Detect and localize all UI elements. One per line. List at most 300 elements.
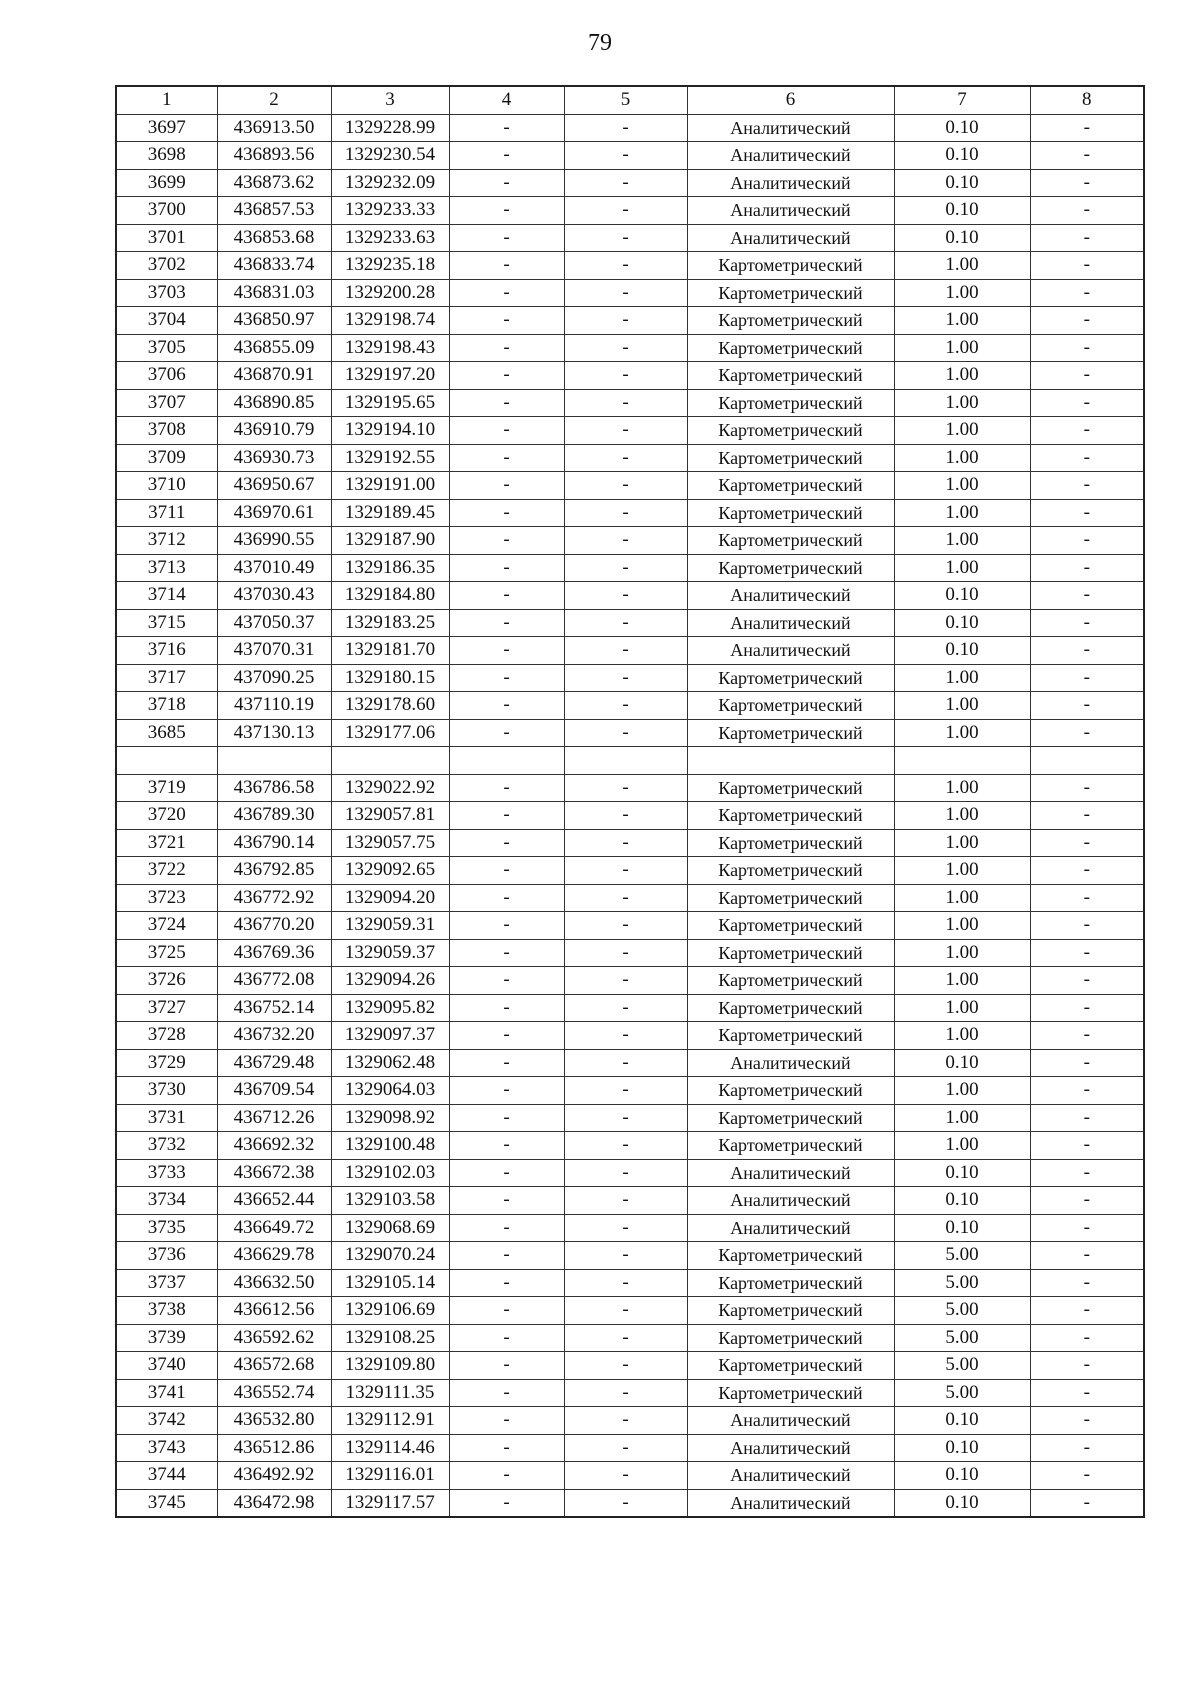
table-row [116, 1379, 1144, 1407]
table-row [116, 252, 1144, 280]
method-cell: Картометрический [687, 417, 894, 445]
accuracy-cell: 1.00 [894, 1022, 1030, 1050]
column-5-cell: - [564, 1132, 687, 1160]
method-cell: Картометрический [687, 1132, 894, 1160]
table-body [116, 114, 1144, 1517]
method-cell: Аналитический [687, 1049, 894, 1077]
method-cell: Аналитический [687, 1407, 894, 1435]
column-8-cell: - [1030, 692, 1144, 720]
accuracy-cell: 0.10 [894, 1187, 1030, 1215]
x-coordinate-cell: 436712.26 [217, 1104, 331, 1132]
point-number-cell: 3734 [116, 1187, 217, 1215]
y-coordinate-cell: 1329059.31 [331, 912, 449, 940]
column-8-cell: - [1030, 307, 1144, 335]
accuracy-cell: 1.00 [894, 334, 1030, 362]
method-cell: Аналитический [687, 1159, 894, 1187]
y-coordinate-cell: 1329100.48 [331, 1132, 449, 1160]
method-cell: Картометрический [687, 307, 894, 335]
column-5-cell: - [564, 939, 687, 967]
accuracy-cell: 1.00 [894, 912, 1030, 940]
column-8-cell: - [1030, 444, 1144, 472]
column-4-cell: - [449, 1077, 564, 1105]
column-5-cell: - [564, 1049, 687, 1077]
y-coordinate-cell: 1329116.01 [331, 1462, 449, 1490]
point-number-cell: 3745 [116, 1489, 217, 1517]
accuracy-cell: 0.10 [894, 114, 1030, 142]
table-row [116, 774, 1144, 802]
column-8-cell: - [1030, 169, 1144, 197]
x-coordinate-cell: 436649.72 [217, 1214, 331, 1242]
method-cell: Аналитический [687, 114, 894, 142]
column-4-cell: - [449, 1297, 564, 1325]
point-number-cell: 3736 [116, 1242, 217, 1270]
accuracy-cell: 1.00 [894, 362, 1030, 390]
column-8-cell: - [1030, 197, 1144, 225]
column-8-cell: - [1030, 857, 1144, 885]
table-row [116, 499, 1144, 527]
table-row [116, 994, 1144, 1022]
column-5-cell: - [564, 829, 687, 857]
column-4-cell: - [449, 197, 564, 225]
point-number-cell: 3719 [116, 774, 217, 802]
column-8-cell: - [1030, 582, 1144, 610]
method-cell: Картометрический [687, 444, 894, 472]
method-cell: Картометрический [687, 527, 894, 555]
y-coordinate-cell: 1329094.26 [331, 967, 449, 995]
y-coordinate-cell: 1329106.69 [331, 1297, 449, 1325]
method-cell: Аналитический [687, 609, 894, 637]
column-8-cell: - [1030, 1297, 1144, 1325]
column-5-cell: - [564, 1297, 687, 1325]
column-5-cell: - [564, 472, 687, 500]
x-coordinate-cell: 436572.68 [217, 1352, 331, 1380]
point-number-cell: 3707 [116, 389, 217, 417]
method-cell: Картометрический [687, 802, 894, 830]
column-5-cell: - [564, 719, 687, 747]
column-5-cell: - [564, 114, 687, 142]
column-4-cell: - [449, 279, 564, 307]
table-row [116, 1434, 1144, 1462]
y-coordinate-cell: 1329184.80 [331, 582, 449, 610]
column-8-cell: - [1030, 884, 1144, 912]
column-4-cell: - [449, 829, 564, 857]
column-4-cell: - [449, 1352, 564, 1380]
y-coordinate-cell: 1329177.06 [331, 719, 449, 747]
accuracy-cell: 1.00 [894, 499, 1030, 527]
column-5-cell: - [564, 857, 687, 885]
method-cell: Аналитический [687, 1434, 894, 1462]
column-5-cell: - [564, 1187, 687, 1215]
table-row [116, 444, 1144, 472]
x-coordinate-cell: 437070.31 [217, 637, 331, 665]
column-header-5: 5 [564, 86, 687, 114]
method-cell [687, 747, 894, 775]
x-coordinate-cell: 436592.62 [217, 1324, 331, 1352]
point-number-cell: 3702 [116, 252, 217, 280]
accuracy-cell: 1.00 [894, 939, 1030, 967]
column-header-1: 1 [116, 86, 217, 114]
y-coordinate-cell: 1329070.24 [331, 1242, 449, 1270]
table-row [116, 912, 1144, 940]
method-cell: Картометрический [687, 1242, 894, 1270]
column-8-cell: - [1030, 1104, 1144, 1132]
y-coordinate-cell: 1329232.09 [331, 169, 449, 197]
x-coordinate-cell: 436652.44 [217, 1187, 331, 1215]
x-coordinate-cell: 436873.62 [217, 169, 331, 197]
accuracy-cell: 1.00 [894, 774, 1030, 802]
x-coordinate-cell: 436629.78 [217, 1242, 331, 1270]
accuracy-cell: 1.00 [894, 692, 1030, 720]
point-number-cell: 3720 [116, 802, 217, 830]
table-row [116, 802, 1144, 830]
method-cell: Аналитический [687, 224, 894, 252]
column-4-cell: - [449, 334, 564, 362]
column-8-cell: - [1030, 1489, 1144, 1517]
point-number-cell: 3741 [116, 1379, 217, 1407]
column-5-cell: - [564, 774, 687, 802]
x-coordinate-cell: 436855.09 [217, 334, 331, 362]
y-coordinate-cell: 1329178.60 [331, 692, 449, 720]
x-coordinate-cell: 436632.50 [217, 1269, 331, 1297]
x-coordinate-cell: 436692.32 [217, 1132, 331, 1160]
x-coordinate-cell: 436857.53 [217, 197, 331, 225]
method-cell: Картометрический [687, 939, 894, 967]
x-coordinate-cell: 436950.67 [217, 472, 331, 500]
x-coordinate-cell: 436472.98 [217, 1489, 331, 1517]
table-row [116, 472, 1144, 500]
column-8-cell: - [1030, 1022, 1144, 1050]
y-coordinate-cell: 1329233.33 [331, 197, 449, 225]
point-number-cell: 3721 [116, 829, 217, 857]
column-8-cell: - [1030, 499, 1144, 527]
y-coordinate-cell: 1329114.46 [331, 1434, 449, 1462]
column-4-cell: - [449, 1379, 564, 1407]
point-number-cell: 3728 [116, 1022, 217, 1050]
column-5-cell: - [564, 307, 687, 335]
accuracy-cell: 5.00 [894, 1242, 1030, 1270]
column-5-cell: - [564, 389, 687, 417]
column-5-cell: - [564, 499, 687, 527]
point-number-cell: 3725 [116, 939, 217, 967]
column-8-cell: - [1030, 1434, 1144, 1462]
accuracy-cell: 0.10 [894, 609, 1030, 637]
y-coordinate-cell: 1329235.18 [331, 252, 449, 280]
point-number-cell: 3697 [116, 114, 217, 142]
method-cell: Картометрический [687, 279, 894, 307]
column-5-cell: - [564, 912, 687, 940]
column-8-cell: - [1030, 609, 1144, 637]
accuracy-cell: 5.00 [894, 1324, 1030, 1352]
table-header-row [116, 86, 1144, 114]
x-coordinate-cell: 437010.49 [217, 554, 331, 582]
x-coordinate-cell: 436910.79 [217, 417, 331, 445]
column-4-cell: - [449, 1269, 564, 1297]
table-row [116, 527, 1144, 555]
column-5-cell: - [564, 1159, 687, 1187]
point-number-cell: 3722 [116, 857, 217, 885]
y-coordinate-cell: 1329198.43 [331, 334, 449, 362]
x-coordinate-cell: 436772.08 [217, 967, 331, 995]
accuracy-cell: 5.00 [894, 1352, 1030, 1380]
x-coordinate-cell [217, 747, 331, 775]
y-coordinate-cell: 1329105.14 [331, 1269, 449, 1297]
column-header-4: 4 [449, 86, 564, 114]
method-cell: Аналитический [687, 1187, 894, 1215]
column-8-cell: - [1030, 1049, 1144, 1077]
column-5-cell: - [564, 967, 687, 995]
accuracy-cell: 0.10 [894, 1462, 1030, 1490]
accuracy-cell: 0.10 [894, 197, 1030, 225]
column-5-cell: - [564, 582, 687, 610]
y-coordinate-cell: 1329094.20 [331, 884, 449, 912]
accuracy-cell [894, 747, 1030, 775]
column-8-cell: - [1030, 939, 1144, 967]
point-number-cell: 3705 [116, 334, 217, 362]
y-coordinate-cell: 1329200.28 [331, 279, 449, 307]
point-number-cell: 3710 [116, 472, 217, 500]
point-number-cell: 3717 [116, 664, 217, 692]
table-row [116, 747, 1144, 775]
method-cell: Картометрический [687, 1324, 894, 1352]
method-cell: Картометрический [687, 389, 894, 417]
method-cell: Картометрический [687, 1297, 894, 1325]
point-number-cell: 3743 [116, 1434, 217, 1462]
table-row [116, 1297, 1144, 1325]
method-cell: Картометрический [687, 472, 894, 500]
column-4-cell: - [449, 609, 564, 637]
table-row [116, 609, 1144, 637]
column-4-cell: - [449, 499, 564, 527]
column-5-cell: - [564, 1104, 687, 1132]
table-row [116, 939, 1144, 967]
y-coordinate-cell: 1329097.37 [331, 1022, 449, 1050]
column-4-cell: - [449, 1242, 564, 1270]
point-number-cell: 3708 [116, 417, 217, 445]
method-cell: Аналитический [687, 197, 894, 225]
column-4-cell: - [449, 774, 564, 802]
point-number-cell: 3712 [116, 527, 217, 555]
column-5-cell: - [564, 252, 687, 280]
table-row [116, 1187, 1144, 1215]
table-row [116, 857, 1144, 885]
accuracy-cell: 0.10 [894, 582, 1030, 610]
table-row [116, 142, 1144, 170]
point-number-cell: 3716 [116, 637, 217, 665]
column-header-7: 7 [894, 86, 1030, 114]
point-number-cell: 3703 [116, 279, 217, 307]
method-cell: Картометрический [687, 774, 894, 802]
method-cell: Аналитический [687, 637, 894, 665]
column-header-3: 3 [331, 86, 449, 114]
column-8-cell: - [1030, 142, 1144, 170]
column-8-cell: - [1030, 417, 1144, 445]
column-4-cell: - [449, 554, 564, 582]
point-number-cell: 3698 [116, 142, 217, 170]
column-5-cell: - [564, 197, 687, 225]
x-coordinate-cell: 436913.50 [217, 114, 331, 142]
column-4-cell: - [449, 169, 564, 197]
column-4-cell: - [449, 142, 564, 170]
accuracy-cell: 1.00 [894, 307, 1030, 335]
accuracy-cell: 0.10 [894, 1214, 1030, 1242]
point-number-cell: 3735 [116, 1214, 217, 1242]
table-row [116, 1407, 1144, 1435]
method-cell: Картометрический [687, 994, 894, 1022]
column-4-cell: - [449, 1407, 564, 1435]
point-number-cell: 3711 [116, 499, 217, 527]
table-row [116, 692, 1144, 720]
accuracy-cell: 1.00 [894, 554, 1030, 582]
x-coordinate-cell: 436833.74 [217, 252, 331, 280]
accuracy-cell: 1.00 [894, 829, 1030, 857]
point-number-cell: 3718 [116, 692, 217, 720]
column-4-cell: - [449, 582, 564, 610]
column-5-cell: - [564, 1379, 687, 1407]
table-row [116, 1077, 1144, 1105]
column-4-cell: - [449, 527, 564, 555]
table-row [116, 664, 1144, 692]
y-coordinate-cell: 1329102.03 [331, 1159, 449, 1187]
x-coordinate-cell: 436792.85 [217, 857, 331, 885]
accuracy-cell: 1.00 [894, 1104, 1030, 1132]
column-4-cell: - [449, 417, 564, 445]
accuracy-cell: 1.00 [894, 802, 1030, 830]
table-row [116, 389, 1144, 417]
method-cell: Аналитический [687, 169, 894, 197]
column-8-cell: - [1030, 279, 1144, 307]
point-number-cell: 3726 [116, 967, 217, 995]
y-coordinate-cell: 1329197.20 [331, 362, 449, 390]
column-8-cell: - [1030, 554, 1144, 582]
table-row [116, 197, 1144, 225]
point-number-cell: 3704 [116, 307, 217, 335]
column-8-cell: - [1030, 1269, 1144, 1297]
table-row [116, 114, 1144, 142]
method-cell: Картометрический [687, 829, 894, 857]
column-header-2: 2 [217, 86, 331, 114]
method-cell: Аналитический [687, 1214, 894, 1242]
column-5-cell: - [564, 994, 687, 1022]
method-cell: Картометрический [687, 1269, 894, 1297]
column-8-cell: - [1030, 774, 1144, 802]
column-4-cell: - [449, 692, 564, 720]
method-cell: Картометрический [687, 857, 894, 885]
accuracy-cell: 1.00 [894, 1077, 1030, 1105]
x-coordinate-cell: 436769.36 [217, 939, 331, 967]
x-coordinate-cell: 436831.03 [217, 279, 331, 307]
method-cell: Аналитический [687, 142, 894, 170]
point-number-cell: 3740 [116, 1352, 217, 1380]
column-4-cell: - [449, 1489, 564, 1517]
table-row [116, 417, 1144, 445]
table-row [116, 554, 1144, 582]
column-8-cell: - [1030, 1214, 1144, 1242]
table-row [116, 1324, 1144, 1352]
column-8-cell: - [1030, 472, 1144, 500]
x-coordinate-cell: 436532.80 [217, 1407, 331, 1435]
column-5-cell: - [564, 692, 687, 720]
column-8-cell: - [1030, 1379, 1144, 1407]
table-row [116, 719, 1144, 747]
y-coordinate-cell: 1329181.70 [331, 637, 449, 665]
table-row [116, 637, 1144, 665]
method-cell: Картометрический [687, 1077, 894, 1105]
y-coordinate-cell: 1329059.37 [331, 939, 449, 967]
column-8-cell [1030, 747, 1144, 775]
column-8-cell: - [1030, 829, 1144, 857]
x-coordinate-cell: 436870.91 [217, 362, 331, 390]
column-4-cell: - [449, 1159, 564, 1187]
accuracy-cell: 5.00 [894, 1379, 1030, 1407]
accuracy-cell: 0.10 [894, 169, 1030, 197]
column-4-cell: - [449, 967, 564, 995]
column-5-cell: - [564, 609, 687, 637]
x-coordinate-cell: 436492.92 [217, 1462, 331, 1490]
y-coordinate-cell: 1329109.80 [331, 1352, 449, 1380]
point-number-cell: 3737 [116, 1269, 217, 1297]
point-number-cell: 3700 [116, 197, 217, 225]
column-5-cell: - [564, 142, 687, 170]
y-coordinate-cell: 1329180.15 [331, 664, 449, 692]
point-number-cell: 3713 [116, 554, 217, 582]
column-8-cell: - [1030, 1132, 1144, 1160]
y-coordinate-cell: 1329108.25 [331, 1324, 449, 1352]
y-coordinate-cell: 1329187.90 [331, 527, 449, 555]
x-coordinate-cell: 437030.43 [217, 582, 331, 610]
column-8-cell: - [1030, 912, 1144, 940]
x-coordinate-cell: 436732.20 [217, 1022, 331, 1050]
column-5-cell: - [564, 1489, 687, 1517]
accuracy-cell: 1.00 [894, 967, 1030, 995]
method-cell: Картометрический [687, 1352, 894, 1380]
column-8-cell: - [1030, 1462, 1144, 1490]
accuracy-cell: 1.00 [894, 417, 1030, 445]
column-4-cell: - [449, 224, 564, 252]
point-number-cell: 3727 [116, 994, 217, 1022]
column-8-cell: - [1030, 362, 1144, 390]
column-8-cell: - [1030, 252, 1144, 280]
point-number-cell [116, 747, 217, 775]
table-row [116, 1049, 1144, 1077]
column-8-cell: - [1030, 334, 1144, 362]
method-cell: Картометрический [687, 1022, 894, 1050]
column-8-cell: - [1030, 1352, 1144, 1380]
table-row [116, 334, 1144, 362]
x-coordinate-cell: 436990.55 [217, 527, 331, 555]
column-5-cell: - [564, 1077, 687, 1105]
column-4-cell: - [449, 114, 564, 142]
x-coordinate-cell: 436786.58 [217, 774, 331, 802]
x-coordinate-cell: 436752.14 [217, 994, 331, 1022]
column-4-cell: - [449, 389, 564, 417]
y-coordinate-cell: 1329191.00 [331, 472, 449, 500]
accuracy-cell: 1.00 [894, 1132, 1030, 1160]
point-number-cell: 3701 [116, 224, 217, 252]
column-4-cell: - [449, 444, 564, 472]
x-coordinate-cell: 436770.20 [217, 912, 331, 940]
column-8-cell: - [1030, 224, 1144, 252]
table-row [116, 1214, 1144, 1242]
accuracy-cell: 5.00 [894, 1269, 1030, 1297]
column-8-cell: - [1030, 994, 1144, 1022]
column-4-cell: - [449, 719, 564, 747]
method-cell: Картометрический [687, 362, 894, 390]
y-coordinate-cell: 1329233.63 [331, 224, 449, 252]
point-number-cell: 3731 [116, 1104, 217, 1132]
method-cell: Картометрический [687, 554, 894, 582]
y-coordinate-cell: 1329092.65 [331, 857, 449, 885]
y-coordinate-cell: 1329111.35 [331, 1379, 449, 1407]
